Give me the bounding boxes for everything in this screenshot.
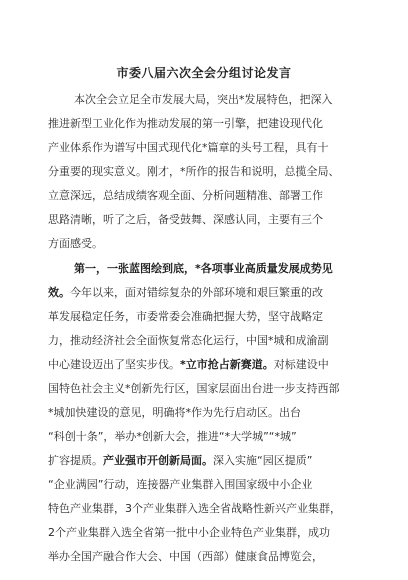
text-line: 特色产业集群，3个产业集群入选全省战略性新兴产业集群， — [48, 502, 341, 515]
subheading: *立市抢占新赛道。 — [180, 358, 274, 371]
text-line: 举办全国产融合作大会、中国（西部）健康食品博览会， — [48, 550, 323, 563]
document-title: 市委八届六次全会分组讨论发言 — [116, 66, 292, 80]
text-line: 2个产业集群入选全省第一批中小企业特色产业集群，成功 — [48, 526, 330, 539]
text-run: 今年以来，面对错综复杂的外部环境和艰巨繁重的改 — [70, 286, 323, 299]
text-line: 革发展稳定任务，市委常委会准确把握大势，坚守战略定 — [48, 310, 323, 323]
subheading: 产业强市开创新局面。 — [103, 454, 213, 467]
text-run: 深入实施“园区提质” — [213, 454, 313, 467]
text-line: 推进新型工业化作为推动发展的第一引擎，把建设现代化 — [48, 117, 323, 130]
text-run: 中心建设迈出了坚实步伐。 — [48, 358, 180, 371]
text-line: “企业满园”行动，连接器产业集群入围国家级中小企业 — [48, 478, 313, 491]
intro-paragraph — [48, 88, 368, 256]
text-line: 立意深远，总结成绩客观全面、分析问题精准、部署工作 — [48, 189, 323, 202]
text-line: *城加快建设的意见，明确将*作为先行启动区。出台 — [48, 406, 301, 419]
text-line: 分重要的现实意义。刚才，*所作的报告和说明，总揽全局、 — [48, 165, 340, 178]
text-line — [48, 281, 368, 305]
text-line: 国特色社会主义*创新先行区，国家层面出台进一步支持西部 — [48, 382, 340, 395]
section-one-paragraph — [48, 257, 368, 569]
text-line: 思路清晰，听了之后，备受鼓舞、深感认同，主要有三个 — [48, 213, 323, 226]
section-heading-end: 效。 — [48, 286, 70, 299]
text-run: 对标建设中 — [273, 358, 329, 371]
text-run: 扩容提质。 — [48, 454, 103, 467]
text-line: 本次全会立足全市发展大局，突出*发展特色，把深入 — [74, 93, 333, 106]
text-line: 产业体系作为谱写中国式现代化*篇章的头号工程，具有十 — [48, 141, 329, 154]
text-line: 方面感受。 — [48, 237, 103, 250]
text-line: 力，推动经济社会全面恢复常态化运行，中国*城和成渝副 — [48, 334, 329, 347]
text-line — [48, 449, 368, 473]
text-line: “科创十条”，举办*创新大会，推进“*大学城”“*城” — [48, 430, 297, 443]
text-line — [48, 353, 368, 377]
section-heading: 第一，一张蓝图绘到底，*各项事业高质量发展成势见 — [74, 262, 333, 275]
